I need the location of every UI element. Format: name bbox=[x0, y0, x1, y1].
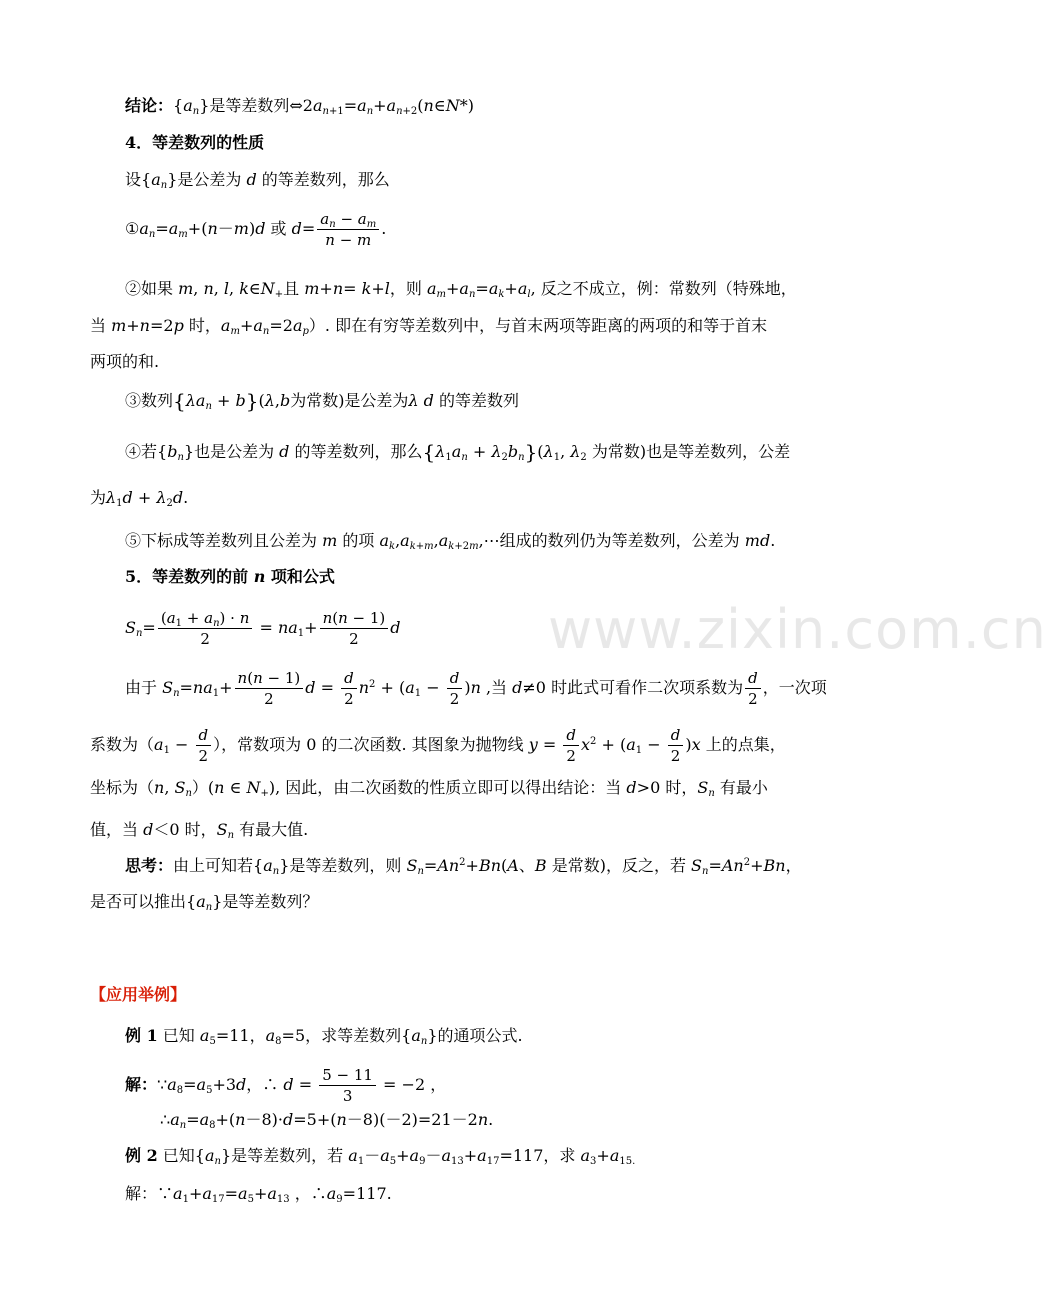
property-2-line-2: 当 m+n=2p 时，$a_m+a_n=2a_p$）. 即在有穷等差数列中，与首末两项等距离的两项的和等于首末 bbox=[90, 316, 768, 337]
property-2-line-1: ②如果 m, n, l, $k\in N_+$且 m+n= k+l，则 $a_m+a_n=a_k+a_l$, 反之不成立，例：常数列（特殊地， bbox=[125, 279, 797, 300]
analysis-line-2: 系数为（$a_1$ − $\frac{d}{2}$ ），常数项为 0 的二次函数. 其图象为抛物线 y = $\frac{d}{2}$ $x^2 + (a_1$ − $\frac{d}{2}$ )x 上的点集， bbox=[90, 726, 786, 765]
property-4-line-2: 为$\lambda_1d + \lambda_2d$. bbox=[90, 488, 189, 509]
conclusion-label: 结论： bbox=[125, 96, 174, 115]
analysis-line-4: 值，当 d＜0 时，$S_n$ 有最大值. bbox=[90, 820, 309, 841]
section-4-intro: 设$\{a_n\}$是公差为 d 的等差数列，那么 bbox=[125, 170, 390, 191]
analysis-line-3: 坐标为（n, $S_n)(n$ ∈ $N_+$), 因此，由二次函数的性质立即可以得出结论：当 d>0 时，$S_n$ 有最小 bbox=[90, 778, 768, 799]
section-4-title: 4．等差数列的性质 bbox=[125, 133, 265, 152]
conclusion-line: 结论：$\{a_n\}$是等差数列$\Leftrightarrow 2a_{n+1}=a_n+a_{n+2}(n\in N*)$ bbox=[125, 96, 474, 117]
example-2: 例 2 已知$\{a_n\}$是等差数列，若 $a_1-a_5+a_9-a_{13}+a_{17}=117$，求 $a_3+a_{15.}$ bbox=[125, 1146, 636, 1167]
examples-header: 【应用举例】 bbox=[90, 985, 187, 1004]
watermark: www.zixin.com.cn bbox=[548, 598, 1047, 661]
property-1: $①a_n=a_m+(n-m)d$ 或 d= $\frac{a_n - a_m}{n - m}$ . bbox=[125, 210, 387, 249]
solution-label-plain: 解： bbox=[125, 1184, 158, 1203]
property-5: ⑤下标成等差数列且公差为 m 的项 $a_k,a_{k+m},a_{k+2m},\cdots$组成的数列仍为等差数列，公差为 md. bbox=[125, 531, 776, 552]
example-1: 例 1 已知 $a_5=11$，$a_8=5$，求等差数列$\{a_n\}$的通项公式. bbox=[125, 1026, 523, 1047]
sum-formula: $S_n=$ $\frac{(a_1 + a_n) \cdot n}{2}$ = $na_1+$ $\frac{n(n - 1)}{2}$ d bbox=[125, 609, 401, 648]
property-3: ③数列$\{\lambda a_n + b\}(\lambda,b$为常数)是公差为λ d 的等差数列 bbox=[125, 389, 520, 413]
property-2-line-3: 两项的和. bbox=[90, 352, 160, 371]
example-1-solution-2: $\therefore a_n=a_8+(n-8)\cdot d=5+(n-8)(-2)=21-2n$. bbox=[160, 1110, 494, 1131]
example-2-label: 例 2 bbox=[125, 1146, 158, 1165]
analysis-line-1: 由于 $S_n=na_1+$ $\frac{n(n - 1)}{2}$ d = $\frac{d}{2}$ $n^2 + (a_1$ − $\frac{d}{2}$ )n ,当 d≠0 时此式可看作二次项系数为 $\frac{d}{2}$ ，一次项 bbox=[125, 669, 827, 708]
example-1-solution-1: 解：$\because a_8=a_5+3d$，∴ d = $\frac{5 - 11}{3}$ = −2 ， bbox=[125, 1066, 447, 1105]
example-2-solution: 解：$\because a_1+a_{17}=a_5+a_{13}$ ，$\therefore a_9=117$. bbox=[125, 1184, 392, 1205]
solution-label: 解： bbox=[125, 1075, 158, 1094]
example-1-label: 例 1 bbox=[125, 1026, 158, 1045]
think-line-2: 是否可以推出$\{a_n\}$是等差数列？ bbox=[90, 892, 319, 913]
section-5-title: 5．等差数列的前 n 项和公式 bbox=[125, 567, 335, 586]
property-4-line-1: ④若$\{b_n\}$也是公差为 d 的等差数列，那么$\{\lambda_1a_n + \lambda_2b_n\}(\lambda_1$, $\lambda_2$ 为常数)也是等差数列，公差 bbox=[125, 440, 791, 464]
think-label: 思考： bbox=[125, 856, 174, 875]
think-line-1: 思考：由上可知若$\{a_n\}$是等差数列，则 $S_n=An^2+Bn(A$、B 是常数)，反之，若 $S_n=An^2+Bn$， bbox=[125, 856, 802, 877]
